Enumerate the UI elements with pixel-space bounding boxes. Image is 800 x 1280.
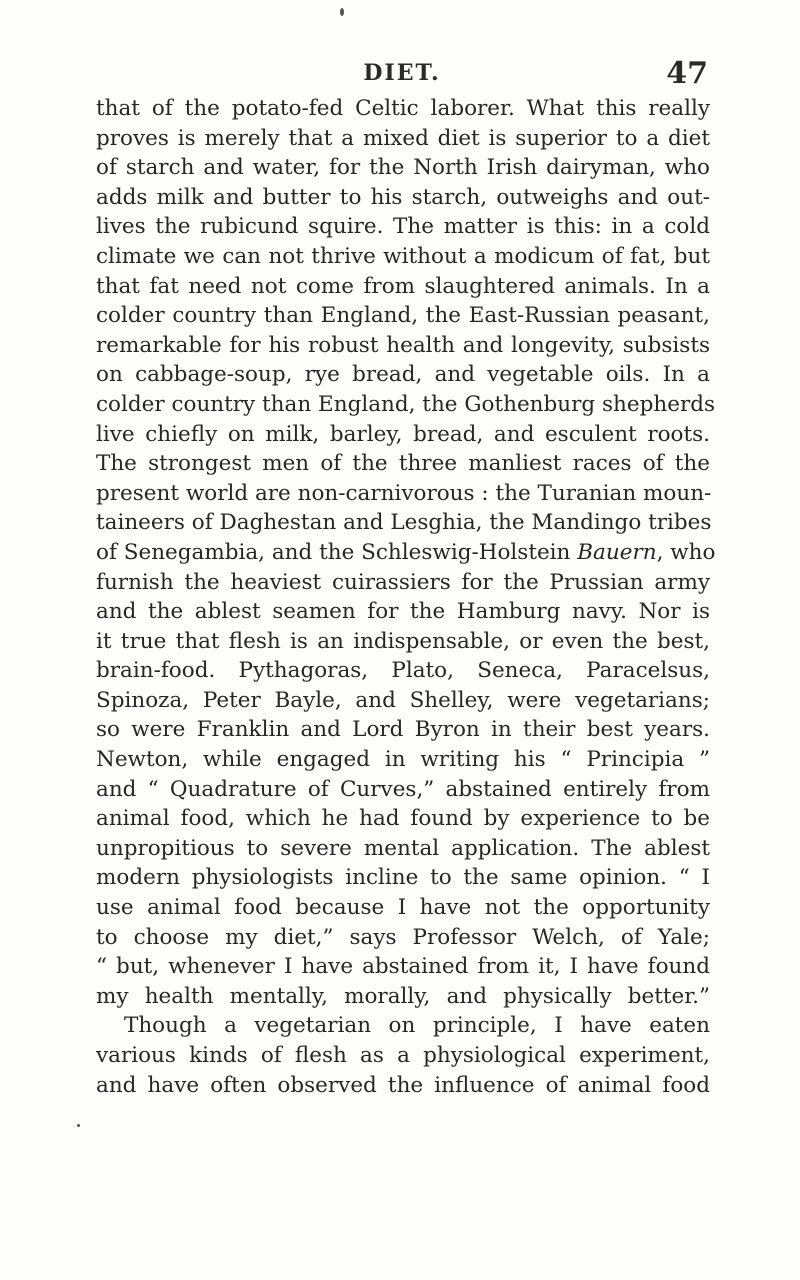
text-line: on cabbage-soup, rye bread, and vegetable oils. In a: [96, 362, 710, 388]
text-line: colder country than England, the Gothenburg shepherds: [96, 391, 716, 417]
text-line: colder country than England, the East-Russian peasant,: [96, 303, 710, 329]
text-line: and the ablest seamen for the Hamburg navy. Nor is: [96, 599, 710, 625]
text-line: furnish the heaviest cuirassiers for the Prussian army: [96, 569, 710, 595]
text-line: proves is merely that a mixed diet is superior to a diet: [96, 125, 710, 151]
text-line: remarkable for his robust health and longevity, subsists: [96, 332, 710, 358]
text-line: lives the rubicund squire. The matter is this: in a cold: [96, 214, 710, 240]
running-head: [96, 56, 708, 92]
body-text: [96, 94, 716, 1100]
running-head-title: DIET.: [363, 60, 441, 86]
text-line: use animal food because I have not the opportunity: [96, 895, 710, 921]
italic-word: Bauern: [577, 539, 657, 565]
text-line: to choose my diet,” says Professor Welch, of Yale;: [96, 924, 710, 950]
text-line: that fat need not come from slaughtered animals. In a: [96, 273, 710, 299]
text-line: brain-food. Pythagoras, Plato, Seneca, Paracelsus,: [96, 658, 710, 684]
text-line: that of the potato-fed Celtic laborer. What this really: [96, 96, 710, 121]
text-line: Spinoza, Peter Bayle, and Shelley, were vegetarians;: [96, 687, 710, 713]
text-line: and “ Quadrature of Curves,” abstained entirely from: [96, 776, 710, 802]
text-line: climate we can not thrive without a modicum of fat, but: [96, 243, 710, 269]
text-line: modern physiologists incline to the same opinion. “ I: [96, 865, 710, 891]
page-number: 47: [666, 56, 708, 91]
text-line: Newton, while engaged in writing his “ Principia ”: [96, 747, 710, 773]
text-line: and have often observed the influence of animal food: [96, 1072, 710, 1098]
text-line: unpropitious to severe mental application. The ablest: [96, 835, 710, 861]
ink-speck: [77, 1124, 80, 1127]
text-line: various kinds of flesh as a physiological experiment,: [96, 1043, 710, 1068]
text-line: taineers of Daghestan and Lesghia, the Mandingo tribes: [96, 510, 712, 536]
text-line: it true that flesh is an indispensable, or even the best,: [96, 628, 710, 654]
ink-speck: [340, 8, 344, 16]
text-line: animal food, which he had found by experience to be: [96, 806, 710, 832]
text-line: of Senegambia, and the Schleswig-Holstein Bauern, who: [96, 539, 716, 565]
text-line: adds milk and butter to his starch, outweighs and out-: [96, 184, 710, 210]
text-line: “ but, whenever I have abstained from it, I have found: [96, 954, 710, 980]
text-line: The strongest men of the three manliest races of the: [96, 451, 710, 477]
text-line: present world are non-carnivorous : the Turanian moun-: [96, 480, 712, 506]
text-line: so were Franklin and Lord Byron in their best years.: [96, 717, 710, 743]
text-line: live chiefly on milk, barley, bread, and esculent roots.: [96, 421, 710, 447]
text-line: of starch and water, for the North Irish dairyman, who: [96, 155, 710, 181]
text-line: my health mentally, morally, and physically better.”: [96, 983, 710, 1009]
text-line-paragraph-start: Though a vegetarian on principle, I have eaten: [124, 1013, 710, 1039]
